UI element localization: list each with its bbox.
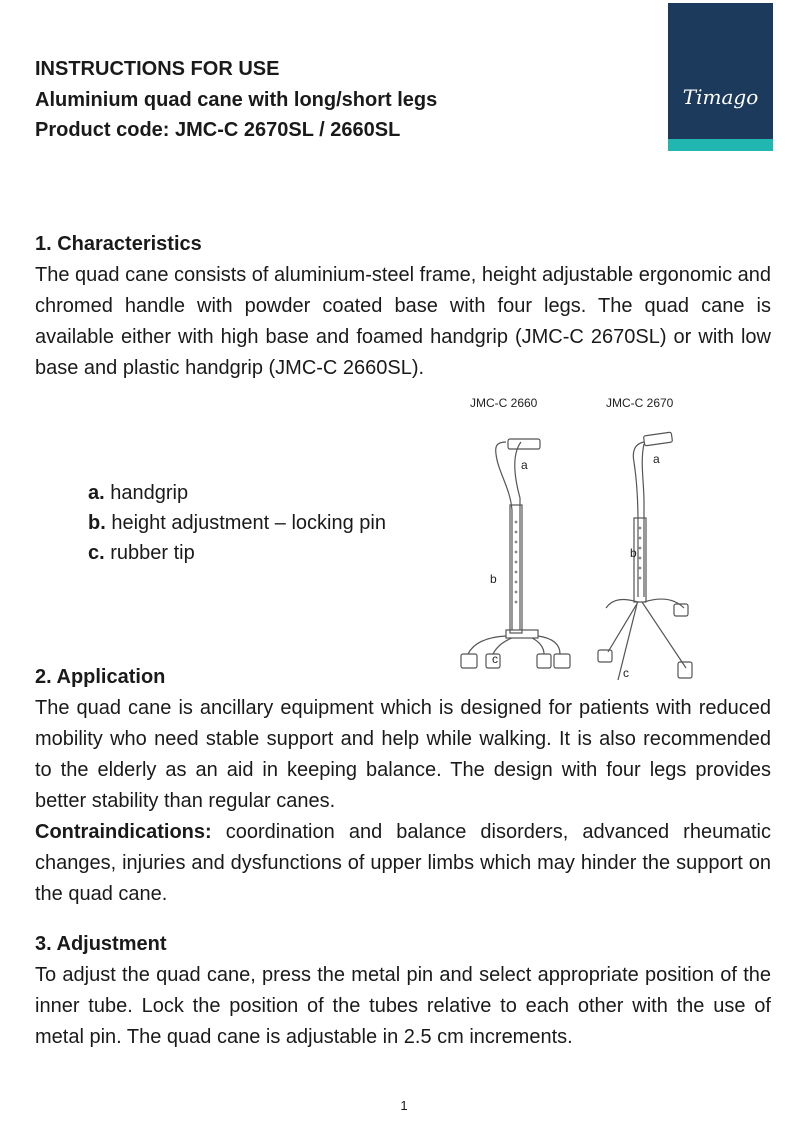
- part-letter-a: a.: [88, 482, 105, 504]
- title-line-2: Aluminium quad cane with long/short legs: [35, 88, 438, 111]
- figure-letter-a-right: a: [653, 452, 660, 466]
- contraindications-paragraph: [35, 817, 771, 910]
- brand-logo-band: [668, 139, 773, 151]
- figure-label-2660: JMC-C 2660: [470, 396, 538, 410]
- figure-letter-a-left: a: [521, 458, 528, 472]
- adjustment-heading: 3. Adjustment: [35, 933, 167, 955]
- figure-letter-b-right: b: [630, 546, 637, 560]
- application-body: The quad cane is ancillary equipment which is designed for patients with reduced mobility who need stable support and help while walking. It is also recommended to the elderly as an aid in keeping balance. The design with four legs provides better stability than regular canes.: [35, 697, 771, 812]
- part-letter-b: b.: [88, 512, 106, 534]
- contraindications-text: coordination and balance disorders, advanced rheumatic changes, injuries and dysfunctions of upper limbs which may hinder the support on the quad cane.: [35, 821, 771, 905]
- brand-logo: [668, 3, 773, 151]
- part-item-b: [88, 508, 386, 538]
- contraindications-label: Contraindications:: [35, 821, 212, 843]
- application-heading: 2. Application: [35, 666, 166, 688]
- brand-logo-text: Timago: [682, 85, 759, 109]
- part-item-c: [88, 538, 386, 568]
- section-application: [35, 662, 771, 910]
- quad-cane-figure: [448, 392, 748, 692]
- part-letter-c: c.: [88, 542, 105, 564]
- page-number: 1: [400, 1098, 408, 1113]
- cane-2670-handgrip: [643, 432, 672, 446]
- characteristics-heading: 1. Characteristics: [35, 233, 202, 255]
- part-label-b: height adjustment – locking pin: [111, 512, 386, 534]
- figure-letter-c-left: c: [492, 652, 498, 666]
- cane-2660-handgrip: [508, 439, 540, 449]
- figure-letter-c-right: c: [623, 666, 629, 680]
- title-line-3: Product code: JMC-C 2670SL / 2660SL: [35, 119, 401, 141]
- section-characteristics: [35, 229, 771, 384]
- document-title: [35, 54, 437, 146]
- characteristics-body: The quad cane consists of aluminium-steel frame, height adjustable ergonomic and chromed handle with powder coated base with four legs. The quad cane is available either with high base and foamed handgrip (JMC-C 2670SL) or with low base and plastic handgrip (JMC-C 2660SL).: [35, 264, 771, 379]
- parts-list: [88, 478, 386, 568]
- title-line-1: INSTRUCTIONS FOR USE: [35, 58, 280, 80]
- figure-label-2670: JMC-C 2670: [606, 396, 674, 410]
- quad-cane-illustration: [448, 392, 748, 692]
- adjustment-body: To adjust the quad cane, press the metal pin and select appropriate position of the inner tube. Lock the position of the tubes relative to each other with the use of metal pin. The quad cane is adjustable in 2.5 cm increments.: [35, 964, 771, 1048]
- part-item-a: [88, 478, 386, 508]
- part-label-c: rubber tip: [110, 542, 195, 564]
- figure-letter-b-left: b: [490, 572, 497, 586]
- section-adjustment: [35, 929, 771, 1053]
- part-label-a: handgrip: [110, 482, 189, 504]
